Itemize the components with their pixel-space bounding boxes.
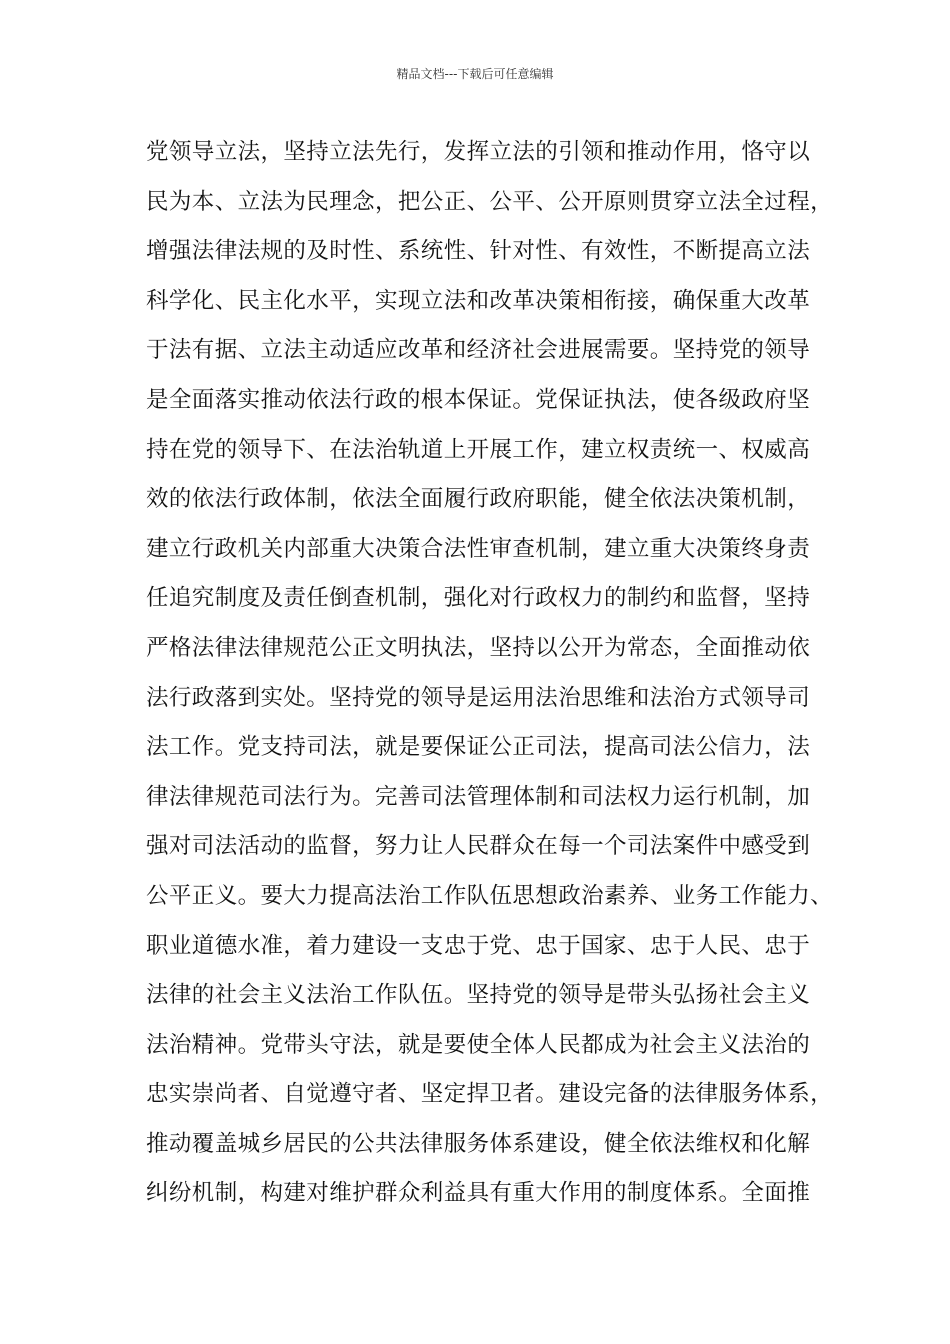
text-line: 公平正义。要大力提高法治工作队伍思想政治素养、业务工作能力、 [146,882,834,909]
text-line: 强对司法活动的监督，努力让人民群众在每一个司法案件中感受到 [146,833,811,860]
document-body [146,128,834,1219]
text-line: 法律的社会主义法治工作队伍。坚持党的领导是带头弘扬社会主义 [146,982,811,1009]
text-line: 法行政落到实处。坚持党的领导是运用法治思维和法治方式领导司 [146,684,811,711]
text-line: 建立行政机关内部重大决策合法性审查机制，建立重大决策终身责 [146,535,811,562]
text-line: 民为本、立法为民理念，把公正、公平、公开原则贯穿立法全过程， [146,188,834,215]
text-line: 效的依法行政体制，依法全面履行政府职能，健全依法决策机制， [146,486,811,513]
text-line: 党领导立法，坚持立法先行，发挥立法的引领和推动作用，恪守以 [146,139,811,165]
text-line: 持在党的领导下、在法治轨道上开展工作，建立权责统一、权威高 [146,436,811,463]
text-line: 科学化、民主化水平，实现立法和改革决策相衔接，确保重大改革 [146,287,811,314]
text-line: 法治精神。党带头守法，就是要使全体人民都成为社会主义法治的 [146,1031,811,1058]
text-line: 增强法律法规的及时性、系统性、针对性、有效性，不断提高立法 [146,238,811,265]
text-line: 是全面落实推动依法行政的根本保证。党保证执法，使各级政府坚 [146,386,811,413]
text-line: 于法有据、立法主动适应改革和经济社会进展需要。坚持党的领导 [146,337,811,364]
text-line: 纠纷机制，构建对维护群众利益具有重大作用的制度体系。全面推 [146,1180,811,1207]
text-line: 严格法律法律规范公正文明执法，坚持以公开为常态，全面推动依 [146,634,811,661]
text-line: 律法律规范司法行为。完善司法管理体制和司法权力运行机制，加 [146,783,811,810]
text-line: 任追究制度及责任倒查机制，强化对行政权力的制约和监督，坚持 [146,585,811,612]
text-line: 推动覆盖城乡居民的公共法律服务体系建设，健全依法维权和化解 [146,1130,811,1157]
text-line: 忠实崇尚者、自觉遵守者、坚定捍卫者。建设完备的法律服务体系， [146,1081,834,1108]
page-header: 精品文档---下载后可任意编辑 [396,67,554,81]
text-line: 法工作。党支持司法，就是要保证公正司法，提高司法公信力，法 [146,734,811,761]
text-line: 职业道德水准，着力建设一支忠于党、忠于国家、忠于人民、忠于 [146,932,811,959]
